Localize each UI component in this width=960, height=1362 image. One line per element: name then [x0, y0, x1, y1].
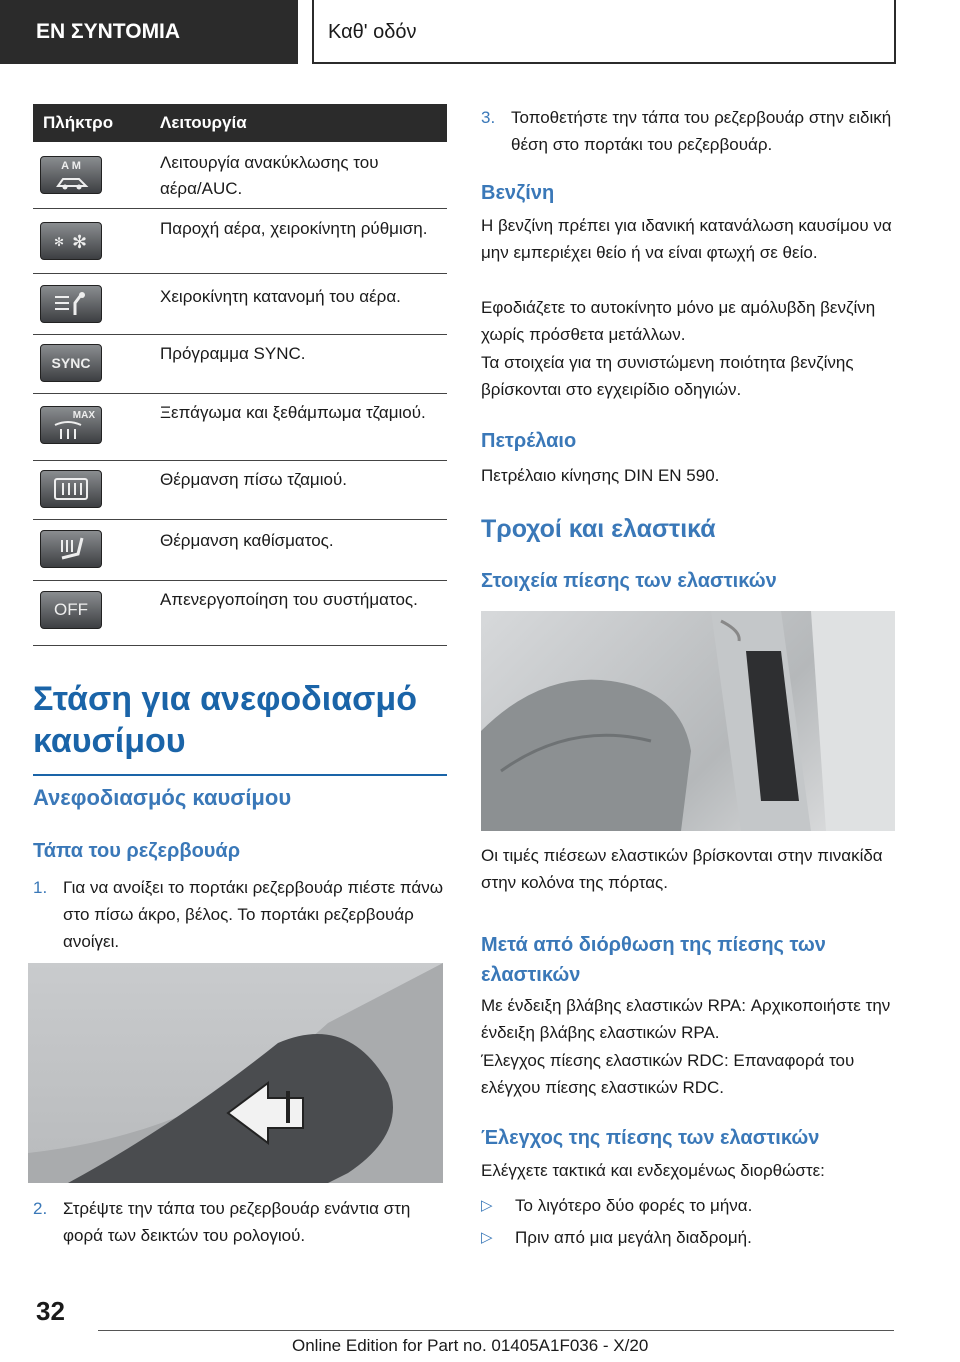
- step-item: [33, 874, 447, 955]
- list-item-text: Πριν από μια μεγάλη διαδρομή.: [515, 1228, 752, 1247]
- petrol-paragraph: Εφοδιάζετε το αυτοκίνητο μόνο με αμόλυβδη βενζίνη χωρίς πρόσθετα μετάλλων.: [481, 298, 876, 344]
- door-pillar-photo: [481, 611, 895, 831]
- table-row: [33, 394, 447, 461]
- tyre-pressure-heading: Στοιχεία πίεσης των ελαστικών: [481, 570, 777, 592]
- rdc-text: Έλεγχος πίεσης ελαστικών RDC: Επαναφορά του ελέγχου πίεσης ελαστικών RDC.: [481, 1051, 855, 1097]
- table-function: Θέρμανση πίσω τζαμιού.: [160, 470, 347, 489]
- table-function: Ξεπάγωμα και ξεθάμπωμα τζαμιού.: [160, 403, 426, 422]
- petrol-heading: Βενζίνη: [481, 182, 555, 204]
- page-number: 32: [36, 1296, 65, 1326]
- defrost-max-key-icon: MAX: [40, 406, 102, 444]
- petrol-paragraph: Η βενζίνη πρέπει για ιδανική κατανάλωση καυσίμου να μην εμπεριέχει θείο ή να είναι φτωχή σε θείο.: [481, 216, 892, 262]
- table-function: Θέρμανση καθίσματος.: [160, 531, 334, 550]
- fuel-cap-heading: Τάπα του ρεζερβουάρ: [33, 840, 241, 862]
- table-row: [33, 335, 447, 394]
- petrol-paragraph: Τα στοιχεία για τη συνιστώμενη ποιότητα βενζίνης βρίσκονται στο εγχειρίδιο οδηγιών.: [481, 353, 854, 399]
- triangle-bullet-icon: ▷: [481, 1229, 493, 1246]
- step-number: 3.: [481, 108, 496, 127]
- edition-text: Online Edition for Part no. 01405A1F036 - X/20: [292, 1336, 649, 1355]
- svg-text:✻: ✻: [72, 232, 88, 251]
- step-text: Για να ανοίξει το πορτάκι ρεζερβουάρ πιέστε πάνω στο πίσω άκρο, βέλος. Το πορτάκι ρεζερβουάρ ανοίγει.: [63, 878, 444, 951]
- air-distribution-key-icon: [40, 285, 102, 323]
- fuel-flap-photo: [28, 963, 443, 1183]
- step-number: 1.: [33, 878, 48, 897]
- table-function: Παροχή αέρα, χειροκίνητη ρύθμιση.: [160, 219, 428, 238]
- col-key-header: Πλήκτρο: [43, 113, 114, 132]
- list-item-text: Το λιγότερο δύο φορές το μήνα.: [515, 1196, 753, 1215]
- tyre-pressure-text: Οι τιμές πιέσεων ελαστικών βρίσκονται στην πινακίδα στην κολόνα της πόρτας.: [481, 846, 883, 892]
- controls-table: [33, 104, 447, 646]
- table-row: [33, 581, 447, 646]
- recirculation-key-icon: A M: [40, 156, 102, 194]
- col-function-header: Λειτουργία: [160, 113, 247, 132]
- table-function: Λειτουργία ανακύκλωσης του αέρα/AUC.: [160, 153, 379, 198]
- seat-heat-key-icon: [40, 530, 102, 568]
- fan-key-icon: [40, 222, 102, 260]
- refuel-title: Στάση για ανεφοδιασμό καυσίμου: [33, 678, 447, 776]
- step-item: [481, 104, 895, 158]
- table-row: [33, 520, 447, 581]
- table-row: [33, 274, 447, 335]
- rpa-text: Με ένδειξη βλάβης ελαστικών RPA: Αρχικοποιήστε την ένδειξη βλάβης ελαστικών RPA.: [481, 996, 891, 1042]
- off-key-icon: OFF: [40, 591, 102, 629]
- section-tab: ΕΝ ΣΥΝΤΟΜΙΑ: [0, 0, 298, 64]
- tyres-title: Τροχοί και ελαστικά: [481, 515, 716, 543]
- step-text: Στρέψτε την τάπα του ρεζερβουάρ ενάντια στη φορά των δεικτών του ρολογιού.: [63, 1199, 411, 1245]
- table-row: [33, 461, 447, 520]
- step-item: [33, 1195, 447, 1249]
- table-row: [33, 209, 447, 274]
- diesel-text: Πετρέλαιο κίνησης DIN EN 590.: [481, 466, 720, 485]
- step-text: Τοποθετήστε την τάπα του ρεζερβουάρ στην ειδική θέση στο πορτάκι του ρεζερβουάρ.: [511, 108, 892, 154]
- pressure-check-text: Ελέγχετε τακτικά και ενδεχομένως διορθώστε:: [481, 1161, 825, 1180]
- pressure-check-heading: Έλεγχος της πίεσης των ελαστικών: [481, 1127, 820, 1149]
- rear-window-heat-key-icon: [40, 470, 102, 508]
- after-correction-heading: Μετά από διόρθωση της πίεσης των ελαστικών: [481, 934, 826, 986]
- footer-divider: [98, 1330, 894, 1331]
- svg-text:✻: ✻: [54, 235, 65, 249]
- refuel-subtitle: Ανεφοδιασμός καυσίμου: [33, 785, 292, 810]
- step-number: 2.: [33, 1199, 48, 1218]
- sync-key-icon: SYNC: [40, 344, 102, 382]
- table-function: Πρόγραμμα SYNC.: [160, 344, 306, 363]
- chapter-title: Καθ' οδόν: [312, 0, 896, 64]
- table-function: Χειροκίνητη κατανομή του αέρα.: [160, 287, 401, 306]
- table-function: Απενεργοποίηση του συστήματος.: [160, 590, 418, 609]
- list-item: [481, 1224, 895, 1251]
- table-row: [33, 142, 447, 209]
- diesel-heading: Πετρέλαιο: [481, 430, 577, 452]
- triangle-bullet-icon: ▷: [481, 1197, 493, 1214]
- list-item: [481, 1192, 895, 1219]
- table-header: [33, 104, 447, 142]
